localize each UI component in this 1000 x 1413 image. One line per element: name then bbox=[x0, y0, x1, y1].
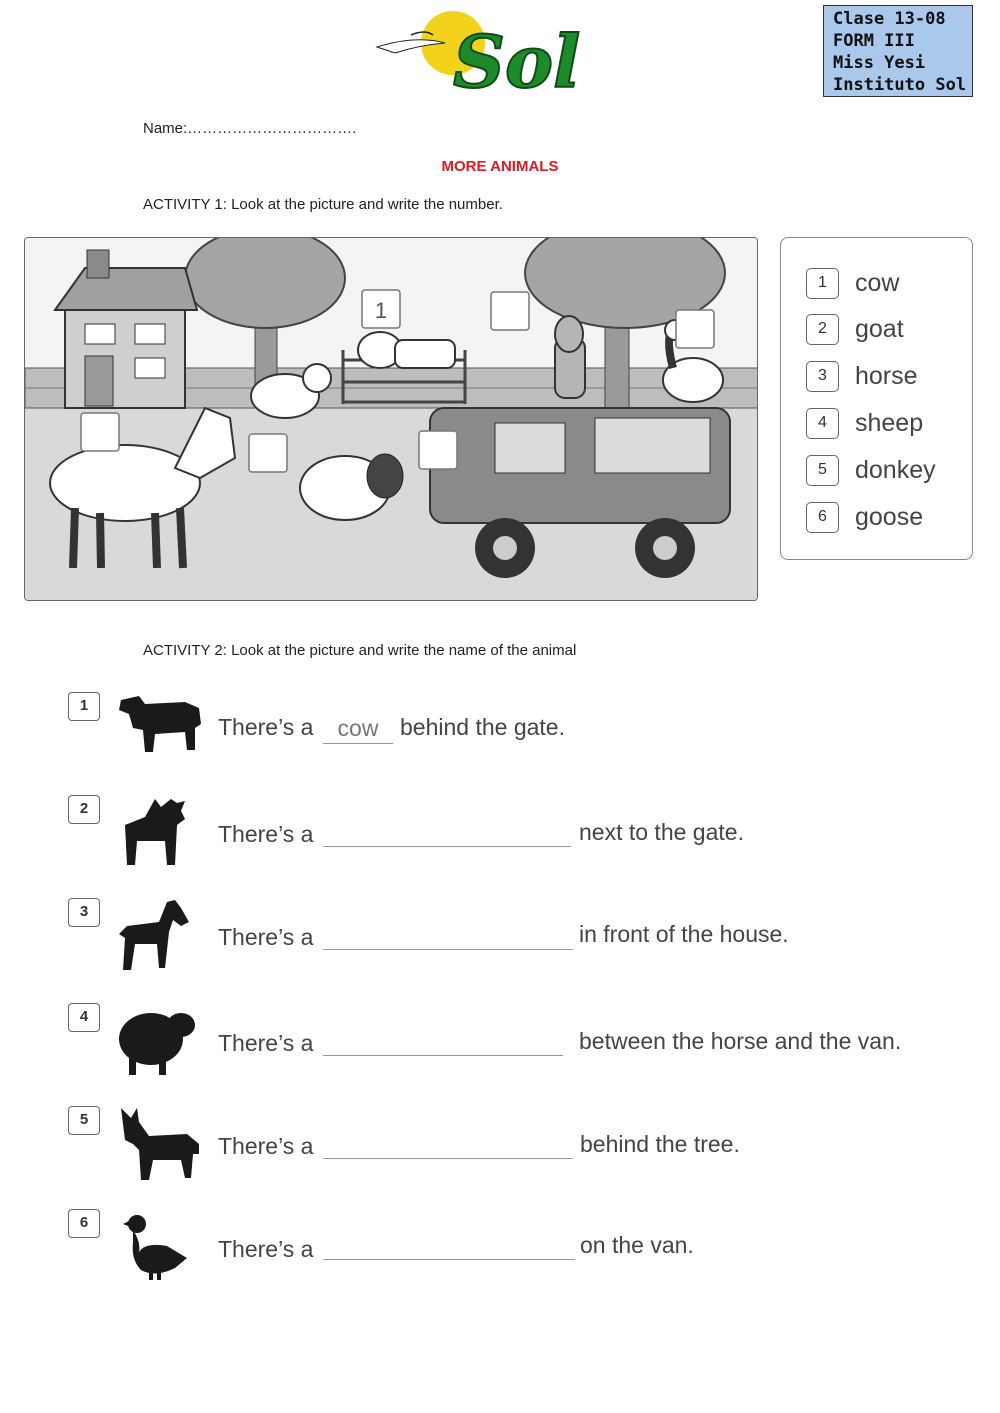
class-info-line: Miss Yesi bbox=[833, 53, 926, 73]
sentence-lead: There’s a bbox=[218, 714, 314, 740]
answer-blank[interactable] bbox=[323, 1157, 573, 1159]
answer-blank[interactable] bbox=[323, 1258, 575, 1260]
answer-blank[interactable] bbox=[323, 742, 393, 744]
item-number: 5 bbox=[68, 1106, 100, 1135]
item-number: 6 bbox=[68, 1209, 100, 1238]
answer-blank[interactable] bbox=[323, 948, 573, 950]
sentence-row bbox=[0, 1208, 1000, 1308]
item-number: 2 bbox=[68, 795, 100, 824]
sentence-row bbox=[0, 793, 1000, 893]
word-label: horse bbox=[855, 362, 918, 390]
word-number: 3 bbox=[806, 361, 839, 392]
sentence-row bbox=[0, 688, 1000, 788]
word-number: 5 bbox=[806, 455, 839, 486]
farm-scene-illustration bbox=[24, 237, 758, 601]
word-number: 1 bbox=[806, 268, 839, 299]
activity2-instruction: ACTIVITY 2: Look at the picture and write the name of the animal bbox=[143, 642, 577, 659]
sentence-tail: on the van. bbox=[580, 1232, 694, 1258]
cow-silhouette-icon bbox=[115, 690, 205, 759]
item-number: 1 bbox=[68, 692, 100, 721]
sentence-tail: between the horse and the van. bbox=[579, 1028, 902, 1054]
sentence-tail: behind the tree. bbox=[580, 1131, 740, 1157]
sentence-row bbox=[0, 1104, 1000, 1204]
sentence-tail: in front of the house. bbox=[579, 921, 789, 947]
word-label: sheep bbox=[855, 409, 924, 437]
class-info-box bbox=[823, 5, 973, 97]
word-label: goose bbox=[855, 503, 924, 531]
page-title: MORE ANIMALS bbox=[441, 158, 559, 175]
word-label: cow bbox=[855, 269, 900, 297]
item-number: 4 bbox=[68, 1003, 100, 1032]
sentence-lead: There’s a bbox=[218, 924, 314, 950]
scene-answer-text: 1 bbox=[374, 298, 388, 323]
sentence-lead: There’s a bbox=[218, 1236, 314, 1262]
sheep-silhouette-icon bbox=[115, 1005, 199, 1082]
activity1-instruction: ACTIVITY 1: Look at the picture and write the number. bbox=[143, 196, 503, 213]
sentence-lead: There’s a bbox=[218, 821, 314, 847]
word-list-box bbox=[780, 237, 973, 560]
item-number: 3 bbox=[68, 898, 100, 927]
word-label: donkey bbox=[855, 456, 936, 484]
sentence-tail: next to the gate. bbox=[579, 819, 744, 845]
name-field[interactable]: Name:……………………………. bbox=[143, 120, 357, 137]
sentence-lead: There’s a bbox=[218, 1030, 314, 1056]
donkey-silhouette-icon bbox=[115, 1104, 205, 1187]
word-number: 4 bbox=[806, 408, 839, 439]
class-info-line: Instituto Sol bbox=[833, 75, 967, 95]
word-number: 2 bbox=[806, 314, 839, 345]
sentence-tail: behind the gate. bbox=[400, 714, 565, 740]
answer-blank[interactable] bbox=[323, 845, 571, 847]
school-logo bbox=[375, 5, 590, 103]
answer-blank[interactable] bbox=[323, 1054, 563, 1056]
class-info-line: Clase 13-08 bbox=[833, 9, 946, 29]
word-label: goat bbox=[855, 315, 904, 343]
answer-text: cow bbox=[337, 715, 379, 741]
word-number: 6 bbox=[806, 502, 839, 533]
class-info-line: FORM III bbox=[833, 31, 915, 51]
sentence-lead: There’s a bbox=[218, 1133, 314, 1159]
sentence-row bbox=[0, 896, 1000, 996]
svg-text:Sol: Sol bbox=[453, 19, 581, 103]
horse-silhouette-icon bbox=[115, 898, 195, 977]
sentence-row bbox=[0, 1003, 1000, 1103]
goat-silhouette-icon bbox=[115, 795, 195, 874]
goose-silhouette-icon bbox=[115, 1212, 191, 1289]
